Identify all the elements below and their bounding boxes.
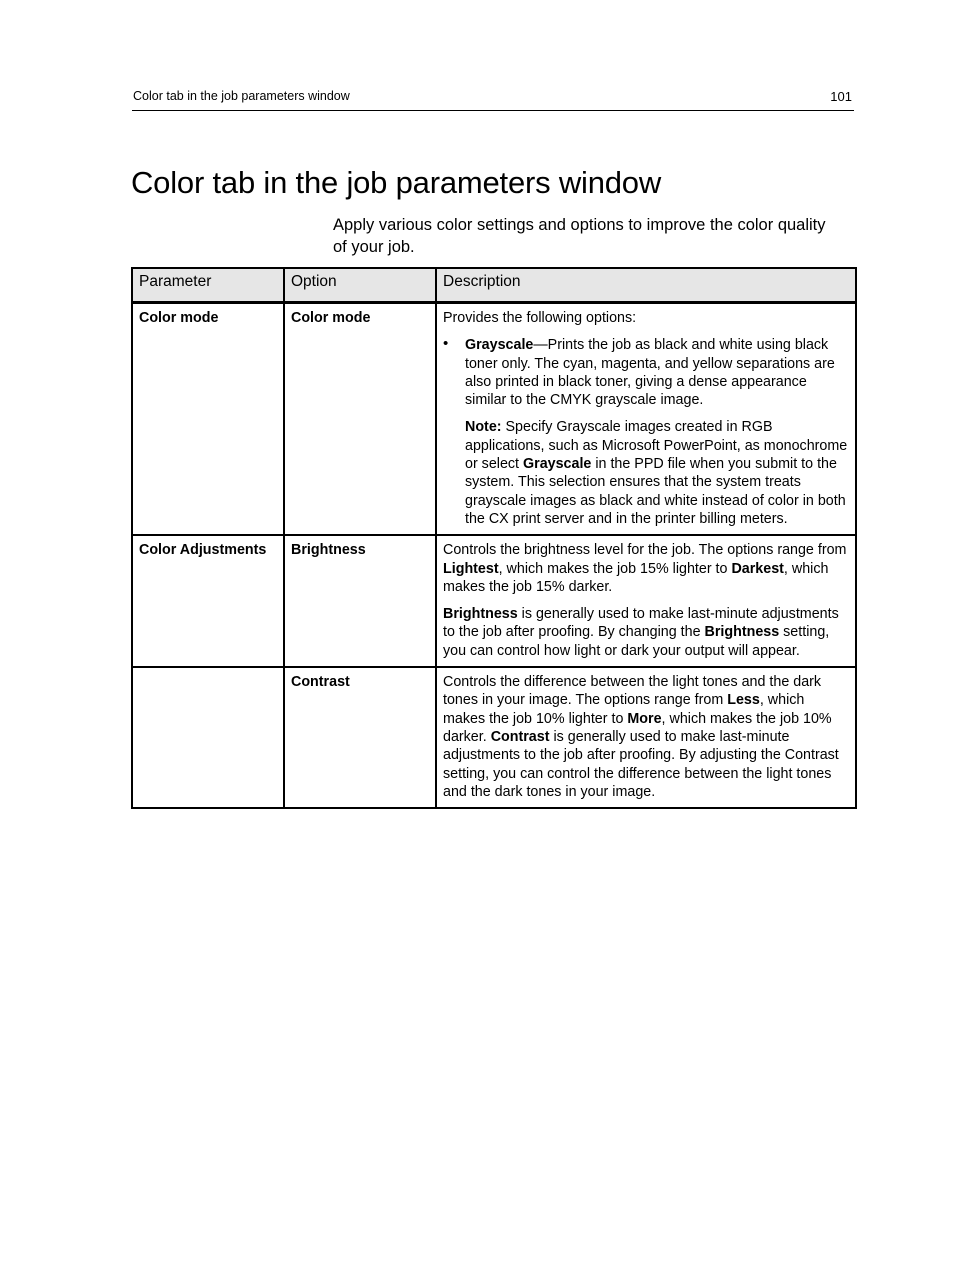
grayscale-text: —Prints the job as black and white using black toner only. The cyan, magenta, and yellow separations are also printed in black toner, giving a dense appearance similar to the CMYK grayscale image. <box>465 337 835 409</box>
brightness-term: Brightness <box>443 606 518 623</box>
grayscale-description <box>465 336 849 409</box>
description-intro: Provides the following options: <box>443 310 637 326</box>
text-span: , which makes the job 10% darker. <box>443 710 832 745</box>
running-header <box>132 88 854 111</box>
cell-description <box>436 303 856 536</box>
text-span: is generally used to make last-minute adjustments to the job after proofing. By adjusting the Contrast setting, you can control the difference between the light tones and the dark tones in your image. <box>443 728 839 800</box>
more-term: More <box>627 710 662 727</box>
cell-option: Brightness <box>284 535 436 667</box>
text-span: is generally used to make last-minute adjustments to the job after proofing. By changing the <box>443 606 839 641</box>
table-row-contrast <box>132 667 856 808</box>
grayscale-term: Grayscale <box>465 337 534 354</box>
note-label: Note: <box>465 419 502 436</box>
text-span: , which makes the job 15% lighter to <box>498 560 732 577</box>
text-span: Controls the difference between the light tones and the dark tones in your image. The options range from <box>443 674 822 709</box>
contrast-paragraph <box>443 673 849 801</box>
table-row-brightness <box>132 535 856 667</box>
darkest-term: Darkest <box>731 560 784 577</box>
cell-option: Color mode <box>284 303 436 536</box>
note-term: Grayscale <box>523 456 592 473</box>
note-paragraph <box>465 418 849 528</box>
text-span: Controls the brightness level for the job. The options range from <box>443 542 847 559</box>
parameters-table <box>131 267 857 809</box>
table-row-color-mode <box>132 303 856 536</box>
brightness-paragraph-1 <box>443 541 849 596</box>
text-span: , which makes the job 15% darker. <box>443 560 829 595</box>
column-header-option: Option <box>284 268 436 303</box>
list-item-grayscale <box>443 336 849 528</box>
cell-option: Contrast <box>284 667 436 808</box>
cell-description <box>436 535 856 667</box>
table-header-row <box>132 268 856 303</box>
brightness-term: Brightness <box>704 624 780 641</box>
contrast-term: Contrast <box>490 728 550 745</box>
lightest-term: Lightest <box>443 560 499 577</box>
cell-parameter <box>132 667 284 808</box>
text-span: , which makes the job 10% lighter to <box>443 692 805 727</box>
running-header-title: Color tab in the job parameters window <box>133 89 350 103</box>
note-text-2: in the PPD file when you submit to the system. This selection ensures that the system treats grayscale images as black and white instead of color in both the CX print server and in the printer billing meters. <box>465 456 846 527</box>
bullet-icon: • <box>443 335 449 353</box>
text-span: setting, you can control how light or dark your output will appear. <box>443 624 830 659</box>
page-title: Color tab in the job parameters window <box>131 165 662 200</box>
options-list <box>443 336 849 528</box>
brightness-paragraph-2 <box>443 605 849 660</box>
column-header-description: Description <box>436 268 856 303</box>
note-text-1: Specify Grayscale images created in RGB applications, such as Microsoft PowerPoint, as monochrome or select <box>465 419 848 473</box>
cell-description <box>436 667 856 808</box>
less-term: Less <box>727 692 760 709</box>
cell-parameter: Color mode <box>132 303 284 536</box>
cell-parameter: Color Adjustments <box>132 535 284 667</box>
column-header-parameter: Parameter <box>132 268 284 303</box>
page-number: 101 <box>830 89 852 104</box>
intro-paragraph: Apply various color settings and options to improve the color quality of your job. <box>333 216 826 256</box>
